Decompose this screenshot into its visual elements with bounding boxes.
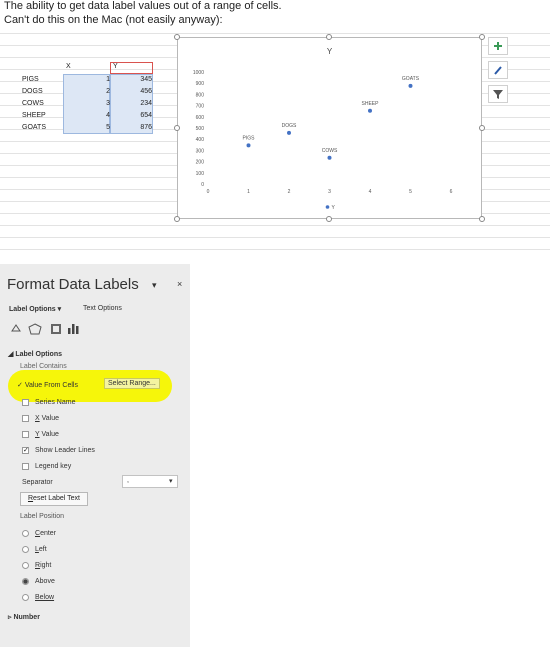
legend-marker	[326, 205, 330, 209]
close-icon[interactable]: ×	[177, 279, 183, 289]
y-tick-label: 900	[195, 81, 204, 88]
position-left-radio[interactable]	[22, 546, 29, 553]
y-tick-label: 600	[195, 114, 204, 121]
x-tick-label: 5	[409, 189, 412, 195]
x-value-label: X Value	[35, 415, 60, 422]
x-column-header[interactable]: X	[66, 63, 71, 70]
section-label-options[interactable]: ◢ Label Options	[8, 351, 62, 358]
x-cell[interactable]: 4	[106, 112, 110, 119]
chart-title: Y	[326, 47, 333, 56]
row-label[interactable]: SHEEP	[22, 112, 46, 119]
y-tick-label: 500	[195, 126, 204, 132]
position-above-radio[interactable]	[22, 578, 29, 585]
y-tick-label: 0	[201, 182, 204, 188]
data-label: DOGS	[281, 122, 297, 129]
panel-title: Format Data Labels	[7, 276, 139, 293]
row-label[interactable]: DOGS	[22, 88, 43, 95]
y-cell[interactable]: 345	[140, 76, 152, 83]
y-tick-label: 200	[195, 159, 204, 166]
format-icon-row	[10, 321, 100, 337]
position-center-radio[interactable]	[22, 530, 29, 537]
row-label[interactable]: GOATS	[22, 124, 46, 131]
x-tick-label: 4	[368, 189, 372, 195]
legend-label: Y	[331, 205, 335, 211]
data-point	[247, 143, 251, 147]
y-column-header[interactable]: Y	[113, 63, 118, 70]
data-point	[368, 109, 372, 113]
y-cell[interactable]: 234	[140, 100, 152, 107]
panel-menu-chevron-icon[interactable]: ▾	[152, 280, 157, 290]
position-right-radio[interactable]	[22, 562, 29, 569]
resize-handle-top[interactable]	[326, 34, 332, 40]
caption-line-1: The ability to get data label values out of a range of cells.	[4, 0, 282, 12]
label-options-bar-icon	[68, 324, 79, 334]
data-label: PIGS	[242, 135, 255, 142]
y-value-checkbox[interactable]	[22, 431, 29, 438]
data-label: GOATS	[401, 75, 420, 82]
chart-elements-icon[interactable]	[488, 37, 508, 55]
data-point	[328, 156, 332, 160]
reset-label-text-button[interactable]: Reset Label Text	[20, 492, 88, 506]
separator-value: ,	[127, 477, 129, 484]
brush-icon	[493, 65, 503, 75]
chart-plot	[178, 38, 481, 218]
x-cell[interactable]: 5	[106, 124, 110, 131]
label-contains-heading: Label Contains	[20, 363, 67, 370]
resize-handle-br[interactable]	[479, 216, 485, 222]
fill-line-icon	[12, 325, 20, 331]
tab-text-options[interactable]: Text Options	[83, 305, 122, 312]
position-left-label: Left	[35, 546, 47, 553]
chart-styles-icon[interactable]	[488, 61, 508, 79]
y-tick-label: 100	[195, 170, 204, 177]
resize-handle-tl[interactable]	[174, 34, 180, 40]
data-label: SHEEP	[361, 100, 379, 107]
tab-label-options[interactable]: Label Options ▾	[9, 306, 62, 313]
value-from-cells-checkbox[interactable]: ✓ Value From Cells	[17, 382, 78, 389]
scatter-chart[interactable]	[177, 37, 482, 219]
show-leader-lines-checkbox[interactable]: ✓	[23, 447, 29, 454]
data-point	[409, 84, 413, 88]
x-tick-label: 6	[449, 189, 453, 195]
y-cell[interactable]: 654	[140, 112, 152, 119]
section-number[interactable]: ▹ Number	[8, 614, 40, 621]
resize-handle-bottom[interactable]	[326, 216, 332, 222]
position-below-radio[interactable]	[22, 594, 29, 601]
position-below-label: Below	[35, 594, 55, 601]
position-center-label: Center	[35, 530, 57, 537]
caption-line-2: Can't do this on the Mac (not easily anyway):	[4, 14, 223, 26]
show-leader-lines-label: Show Leader Lines	[35, 447, 95, 454]
label-position-heading: Label Position	[20, 513, 64, 520]
format-data-labels-panel	[0, 264, 190, 647]
x-tick-label: 1	[247, 189, 250, 195]
chart-filters-icon[interactable]	[488, 85, 508, 103]
data-point	[287, 131, 291, 135]
y-cell[interactable]: 456	[140, 88, 152, 95]
position-right-label: Right	[35, 562, 52, 569]
data-label: COWS	[321, 147, 338, 154]
x-cell[interactable]: 1	[106, 76, 110, 83]
series-name-checkbox[interactable]	[22, 399, 29, 406]
separator-label: Separator	[22, 479, 53, 486]
row-label[interactable]: PIGS	[22, 76, 39, 83]
filter-icon	[492, 88, 504, 100]
x-cell[interactable]: 3	[106, 100, 110, 107]
select-range-button[interactable]: Select Range...	[104, 378, 160, 389]
y-tick-label: 700	[195, 103, 204, 110]
position-above-label: Above	[35, 578, 55, 585]
row-label[interactable]: COWS	[22, 100, 44, 107]
y-tick-label: 800	[195, 92, 204, 99]
y-tick-label: 400	[195, 137, 204, 144]
y-tick-label: 300	[195, 148, 204, 155]
x-tick-label: 0	[206, 189, 210, 195]
size-properties-icon	[51, 324, 61, 334]
y-tick-label: 1000	[192, 70, 204, 76]
x-tick-label: 2	[287, 189, 291, 195]
resize-handle-right[interactable]	[479, 125, 485, 131]
resize-handle-bl[interactable]	[174, 216, 180, 222]
chevron-down-icon: ▾	[169, 478, 173, 485]
y-cell[interactable]: 876	[140, 124, 152, 131]
legend-key-checkbox[interactable]	[22, 463, 29, 470]
effects-icon	[29, 324, 41, 334]
resize-handle-left[interactable]	[174, 125, 180, 131]
legend-key-label: Legend key	[35, 463, 72, 470]
separator-dropdown[interactable]	[122, 475, 178, 488]
x-value-checkbox[interactable]	[22, 415, 29, 422]
resize-handle-tr[interactable]	[479, 34, 485, 40]
series-name-label: Series Name	[35, 399, 76, 406]
y-value-label: Y Value	[35, 431, 59, 438]
x-tick-label: 3	[328, 189, 331, 195]
plus-icon	[493, 41, 503, 51]
x-cell[interactable]: 2	[106, 88, 110, 95]
